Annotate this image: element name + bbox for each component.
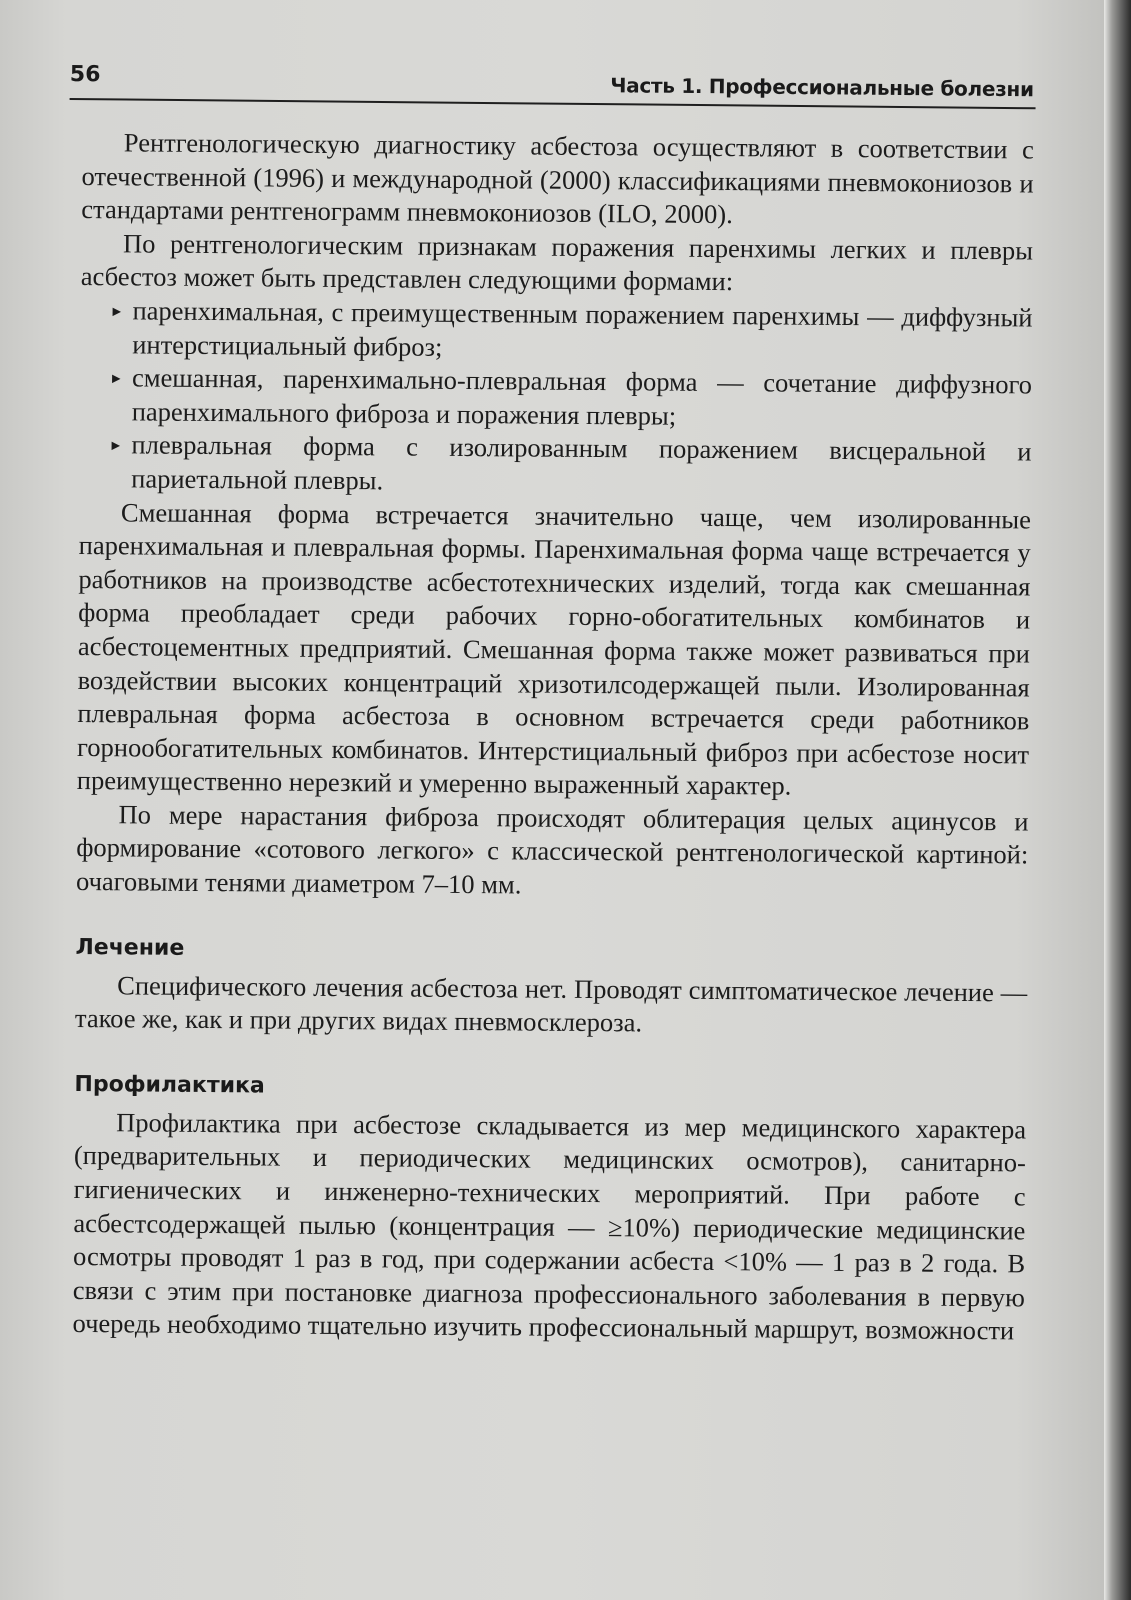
heading-prevention: Профилактика — [74, 1071, 265, 1099]
list-item-text: смешанная, паренхимально-плевральная форма — сочетание диффузного паренхимального фиброза и поражения плевры; — [131, 362, 1033, 431]
page-header — [70, 56, 1050, 111]
list-item — [111, 429, 1032, 503]
list-item-text: паренхимальная, с преимущественным поражением паренхимы — диффузный интерстициальный фиброз; — [132, 295, 1033, 362]
paragraph-fibrosis: По мере нарастания фиброза происходят облитерация целых ацинусов и формирование «сотового легкого» с классической рентгенологической картиной: очаговыми тенями диаметром 7–10 мм. — [75, 799, 1029, 900]
page-number: 56 — [69, 61, 101, 88]
paragraph-treatment: Специфического лечения асбестоза нет. Проводят симптоматическое лечение — такое же, как и при других видах пневмосклероза. — [74, 969, 1028, 1038]
forms-list — [79, 294, 1033, 503]
triangle-bullet-icon: ▸ — [111, 435, 121, 455]
paragraph-forms-intro: По рентгенологическим признакам поражения паренхимы легких и плевры асбестоз может быть представлен следующими формами: — [80, 228, 1034, 297]
paragraph-prevention: Профилактика при асбестозе складывается из мер медицинского характера (предварительных и периодических медицинских осмотров), санитарно-гигиенических и инженерно-технических мероприятий. При работе с асбестсодержащей пылью (концентрация — ≥10%) периодические медицинские осмотры проводят 1 раз в год, при содержании асбеста <10% — 1 раз в 2 года. В связи с этим при постановке диагноза профессионального заболевания в первую очередь необходимо тщательно изучить профессиональный маршрут, возможности — [72, 1107, 1027, 1346]
triangle-bullet-icon: ▸ — [112, 301, 122, 321]
paragraph-diagnostics: Рентгенологическую диагностику асбестоза осуществляют в соответствии с отечественной (1996) и международной (2000) классификациями пневмокониозов и стандартами рентгенограмм пневмокониозов (ILO, 2000). — [81, 127, 1034, 230]
triangle-bullet-icon: ▸ — [111, 368, 121, 388]
list-item — [112, 294, 1033, 368]
heading-treatment: Лечение — [75, 934, 185, 961]
running-head: Часть 1. Профессиональные болезни — [610, 73, 1034, 102]
list-item — [111, 362, 1033, 436]
page-edge-shadow — [1104, 0, 1131, 1600]
page-body — [72, 126, 1034, 1348]
paragraph-mixed-form: Смешанная форма встречается значительно чаще, чем изолированные паренхимальная и плевральная формы. Паренхимальная форма чаще встречается у работников на производстве асбестотехнических изделий, тогда как смешанная форма преобладает среди рабочих горно-обогатительных комбинатов и асбестоцементных предприятий. Смешанная форма также может развиваться при воздействии высоких концентраций хризотилсодержащей пыли. Изолированная плевральная форма асбестоза в основном встречается среди работников горнообогатительных комбинатов. Интерстициальный фиброз при асбестозе носит преимущественно нерезкий и умеренно выраженный характер. — [76, 496, 1032, 801]
list-item-text: плевральная форма с изолированным поражением висцеральной и париетальной плевры. — [131, 429, 1032, 496]
